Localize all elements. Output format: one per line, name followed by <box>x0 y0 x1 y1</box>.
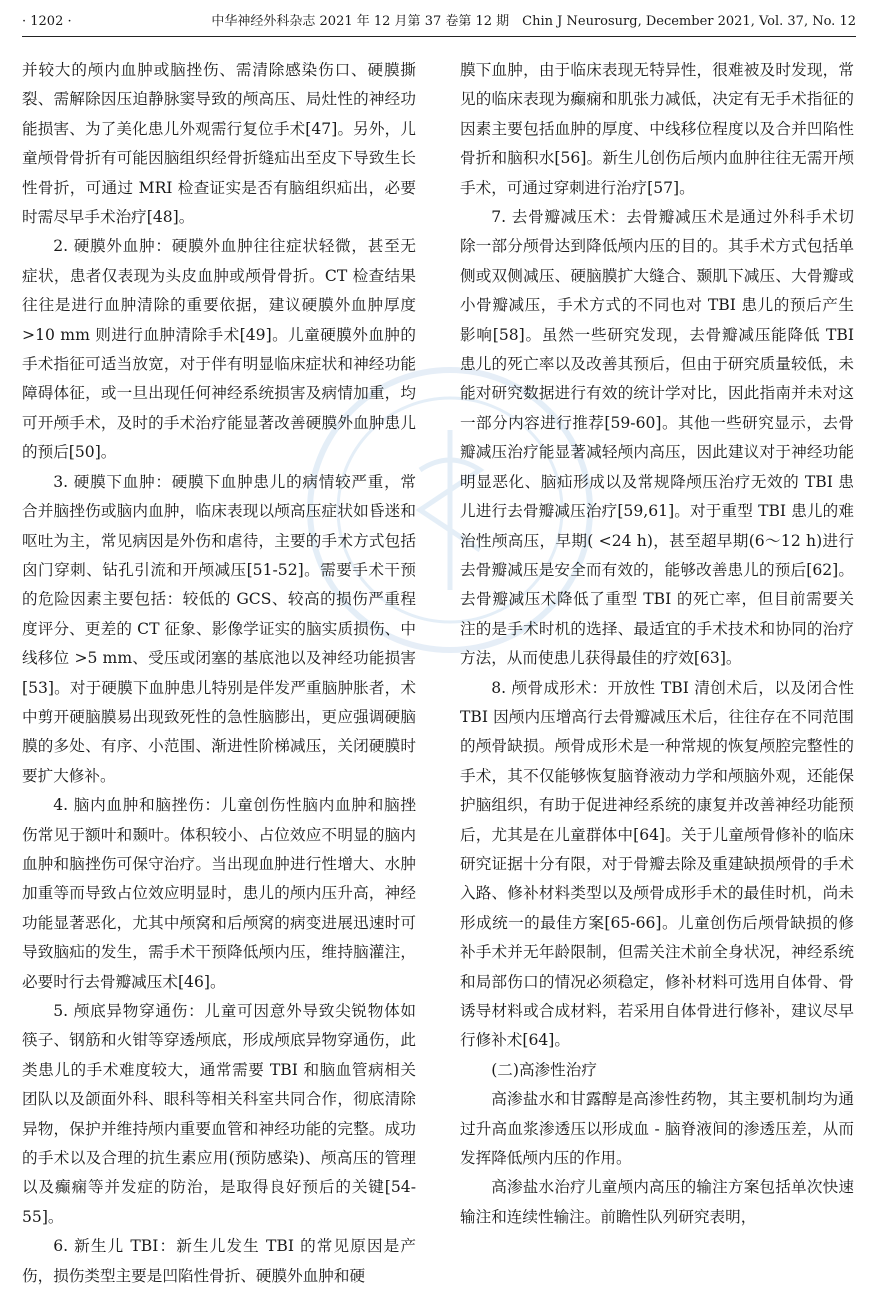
paragraph-hypertonic-saline: 高渗盐水治疗儿童颅内高压的输注方案包括单次快速输注和连续性输注。前瞻性队列研究表明， <box>460 1178 854 1226</box>
paragraph-skull-base-penetrating: 5. 颅底异物穿通伤：儿童可因意外导致尖锐物体如筷子、钢筋和火钳等穿透颅底，形成颅底异物穿通伤，此类患儿的手术难度较大，通常需要 TBI 和脑血管病相关团队以及颌面外科、眼科等相关科室共同合作，彻底清除异物，保护并维持颅内重要血管和神经功能的完整。成功的手术以及合理的抗生素应用(预防感染)、颅高压的管理以及癫痫等并发症的防治，是取得良好预后的关键[54-55]。 <box>22 1002 416 1226</box>
paragraph-cranioplasty: 8. 颅骨成形术：开放性 TBI 清创术后，以及闭合性 TBI 因颅内压增高行去骨瓣减压术后，往往存在不同范围的颅骨缺损。颅骨成形术是一种常规的恢复颅腔完整性的手术，其不仅能够恢复脑脊液动力学和颅脑外观，还能保护脑组织，有助于促进神经系统的康复并改善神经功能预后，尤其是在儿童群体中[64]。关于儿童颅骨修补的临床研究证据十分有限，对于骨瓣去除及重建缺损颅骨的手术入路、修补材料类型以及颅骨成形手术的最佳时机，尚未形成统一的最佳方案[65-66]。儿童创伤后颅骨缺损的修补手术并无年龄限制，但需关注术前全身状况，神经系统和局部伤口的情况必须稳定，修补材料可选用自体骨、骨诱导材料或合成材料，若采用自体骨进行修补，建议尽早行修补术[64]。 <box>460 678 854 1050</box>
paragraph-intracerebral-hematoma: 4. 脑内血肿和脑挫伤：儿童创伤性脑内血肿和脑挫伤常见于额叶和颞叶。体积较小、占位效应不明显的脑内血肿和脑挫伤可保守治疗。当出现血肿进行性增大、水肿加重等而导致占位效应明显时，患儿的颅内压升高，神经功能显著恶化，尤其中颅窝和后颅窝的病变进展迅速时可导致脑疝的发生，需手术干预降低颅内压，维持脑灌注，必要时行去骨瓣减压术[46]。 <box>22 796 416 991</box>
page-number: · 1202 · <box>22 14 72 29</box>
paragraph-hyperosmolar-mechanism: 高渗盐水和甘露醇是高渗性药物，其主要机制均为通过升高血浆渗透压以形成血 - 脑脊液间的渗透压差，从而发挥降低颅内压的作用。 <box>460 1090 854 1168</box>
paragraph-epidural-hematoma: 2. 硬膜外血肿：硬膜外血肿往往症状轻微，甚至无症状，患者仅表现为头皮血肿或颅骨骨折。CT 检查结果往往是进行血肿清除的重要依据，建议硬膜外血肿厚度 >10 mm 则进行血肿清除手术[49]。儿童硬膜外血肿的手术指征可适当放宽，对于伴有明显临床症状和神经功能障碍体征，或一旦出现任何神经系统损害及病情加重，均可开颅手术，及时的手术治疗能显著改善硬膜外血肿患儿的预后[50]。 <box>22 237 416 462</box>
paragraph-decompressive-craniectomy: 7. 去骨瓣减压术：去骨瓣减压术是通过外科手术切除一部分颅骨达到降低颅内压的目的。其手术方式包括单侧或双侧减压、硬脑膜扩大缝合、颞肌下减压、大骨瓣或小骨瓣减压，手术方式的不同也对 TBI 患儿的预后产生影响[58]。虽然一些研究发现，去骨瓣减压能降低 TBI 患儿的死亡率以及改善其预后，但由于研究质量较低，未能对研究数据进行有效的统计学对比，因此指南并未对这一部分内容进行推荐[59-60]。其他一些研究显示，去骨瓣减压治疗能显著减轻颅内高压，因此建议对于神经功能明显恶化、脑疝形成以及常规降颅压治疗无效的 TBI 患儿进行去骨瓣减压治疗[59,61]。对于重型 TBI 患儿的难治性颅高压，早期( <24 h)，甚至超早期(6～12 h)进行去骨瓣减压是安全而有效的，能够改善患儿的预后[62]。去骨瓣减压术降低了重型 TBI 的死亡率，但目前需要关注的是手术时机的选择、最适宜的手术技术和协同的治疗方法，从而使患儿获得最佳的疗效[63]。 <box>460 208 854 668</box>
running-header <box>22 10 856 37</box>
paragraph-neonatal-tbi: 6. 新生儿 TBI：新生儿发生 TBI 的常见原因是产伤，损伤类型主要是凹陷性骨折、硬膜外血肿和硬 <box>22 1237 416 1285</box>
paragraph-neonatal-tbi-cont: 膜下血肿，由于临床表现无特异性，很难被及时发现，常见的临床表现为癫痫和肌张力减低，决定有无手术指征的因素主要包括血肿的厚度、中线移位程度以及合并凹陷性骨折和脑积水[56]。新生儿创伤后颅内血肿往往无需开颅手术，可通过穿刺进行治疗[57]。 <box>460 61 854 197</box>
section-heading-hyperosmolar: (二)高渗性治疗 <box>491 1060 597 1079</box>
paragraph-skull-fracture-cont: 并较大的颅内血肿或脑挫伤、需清除感染伤口、硬膜撕裂、需解除因压迫静脉窦导致的颅高压、局灶性的神经功能损害、为了美化患儿外观需行复位手术[47]。另外，儿童颅骨骨折有可能因脑组织经骨折缝疝出至皮下导致生长性骨折，可通过 MRI 检查证实是否有脑组织疝出，必要时需尽早手术治疗[48]。 <box>22 61 416 227</box>
journal-citation: 中华神经外科杂志 2021 年 12 月第 37 卷第 12 期 Chin J Neurosurg, December 2021, Vol. 37, No. 12 <box>211 14 856 29</box>
right-column <box>460 56 854 1274</box>
left-column <box>22 56 416 1285</box>
paragraph-subdural-hematoma: 3. 硬膜下血肿：硬膜下血肿患儿的病情较严重，常合并脑挫伤或脑内血肿，临床表现以颅高压症状如昏迷和呕吐为主，常见病因是外伤和虐待，主要的手术方式包括囟门穿刺、钻孔引流和开颅减压[51-52]。需要手术干预的危险因素主要包括：较低的 GCS、较高的损伤严重程度评分、更差的 CT 征象、影像学证实的脑实质损伤、中线移位 >5 mm、受压或闭塞的基底池以及神经功能损害[53]。对于硬膜下血肿患儿特别是伴发严重脑肿胀者，术中剪开硬脑膜易出现致死性的急性脑膨出，更应强调硬脑膜的多处、有序、小范围、渐进性阶梯减压，关闭硬膜时要扩大修补。 <box>22 472 416 785</box>
